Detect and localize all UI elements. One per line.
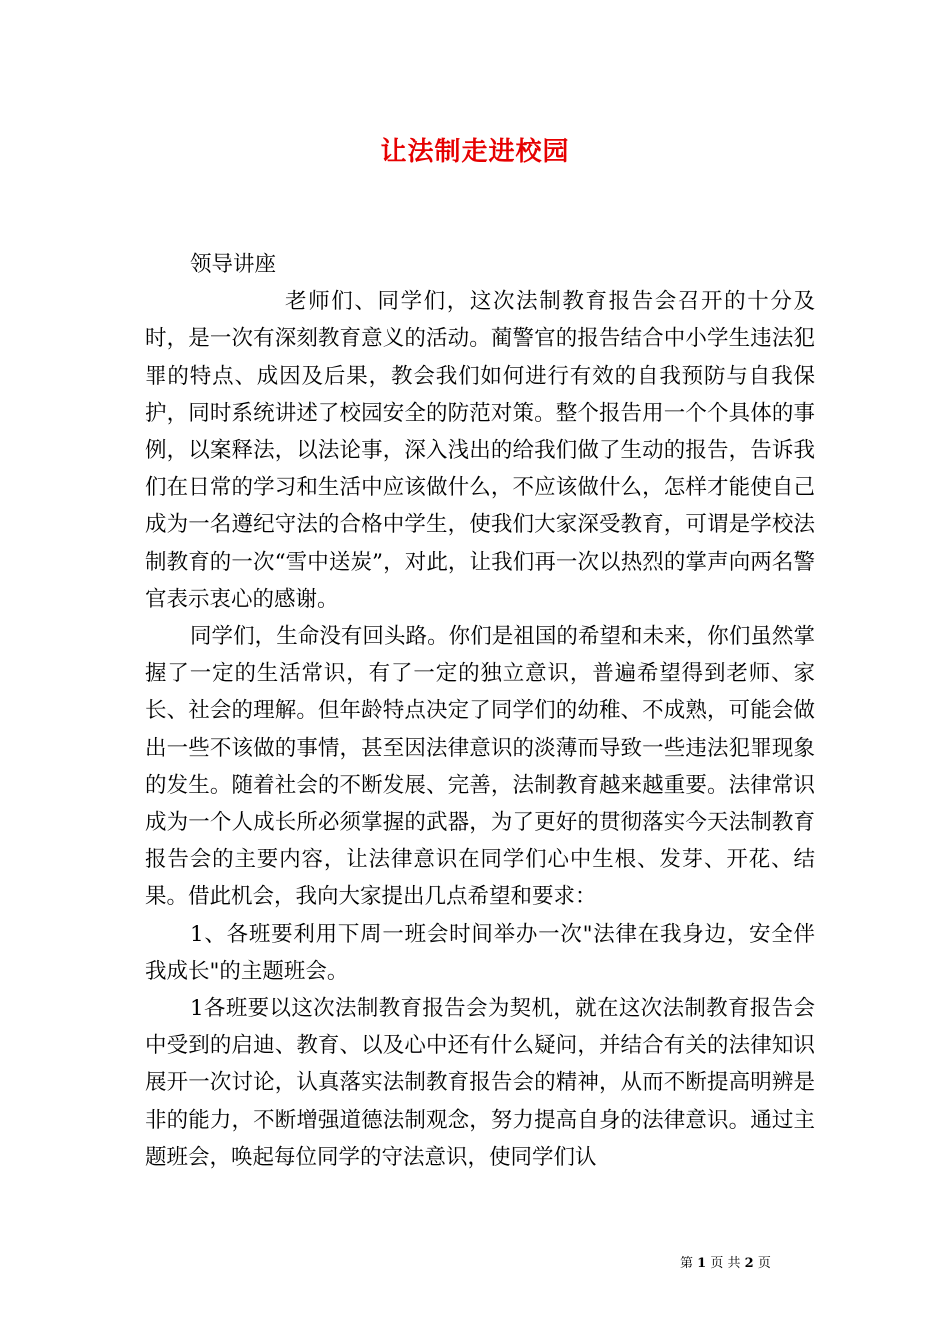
paragraph-2: 同学们，生命没有回头路。你们是祖国的希望和未来，你们虽然掌握了一定的生活常识，有了一定的独立意识，普遍希望得到老师、家长、社会的理解。但年龄特点决定了同学们的幼稚、不成熟，可能会做出一些不该做的事情，甚至因法律意识的淡薄而导致一些违法犯罪现象的发生。随着社会的不断发展、完善，法制教育越来越重要。法律常识成为一个人成长所必须掌握的武器，为了更好的贯彻落实今天法制教育报告会的主要内容，让法律意识在同学们心中生根、发芽、开花、结果。借此机会，我向大家提出几点希望和要求： xyxy=(145,624,815,910)
paragraph-4: 1各班要以这次法制教育报告会为契机，就在这次法制教育报告会中受到的启迪、教育、以及心中还有什么疑问，并结合有关的法律知识展开一次讨论，认真落实法制教育报告会的精神，从而不断提高明辨是非的能力，不断增强道德法制观念，努力提高自身的法律意识。通过主题班会，唤起每位同学的守法意识，使同学们认 xyxy=(145,996,815,1170)
footer-total-pages: 2 xyxy=(744,1256,754,1271)
footer-middle: 页 共 xyxy=(710,1256,741,1271)
footer-current-page: 1 xyxy=(697,1256,707,1271)
paragraph-3: 1、各班要利用下周一班会时间举办一次"法律在我身边，安全伴我成长"的主题班会。 xyxy=(145,921,815,984)
footer-prefix: 第 xyxy=(680,1256,694,1271)
paragraph-1: 老师们、同学们，这次法制教育报告会召开的十分及时，是一次有深刻教育意义的活动。蔺警官的报告结合中小学生违法犯罪的特点、成因及后果，教会我们如何进行有效的自我预防与自我保护，同时系统讲述了校园安全的防范对策。整个报告用一个个具体的事例，以案释法，以法论事，深入浅出的给我们做了生动的报告，告诉我们在日常的学习和生活中应该做什么，不应该做什么，怎样才能使自己成为一名遵纪守法的合格中学生，使我们大家深受教育，可谓是学校法制教育的一次“雪中送炭”，对此，让我们再一次以热烈的掌声向两名警官表示衷心的感谢。 xyxy=(145,289,815,612)
document-body xyxy=(145,246,815,1176)
document-title: 让法制走进校园 xyxy=(380,137,570,167)
footer-suffix: 页 xyxy=(757,1256,771,1271)
document-subtitle: 领导讲座 xyxy=(190,252,277,277)
page-footer xyxy=(680,1252,850,1271)
